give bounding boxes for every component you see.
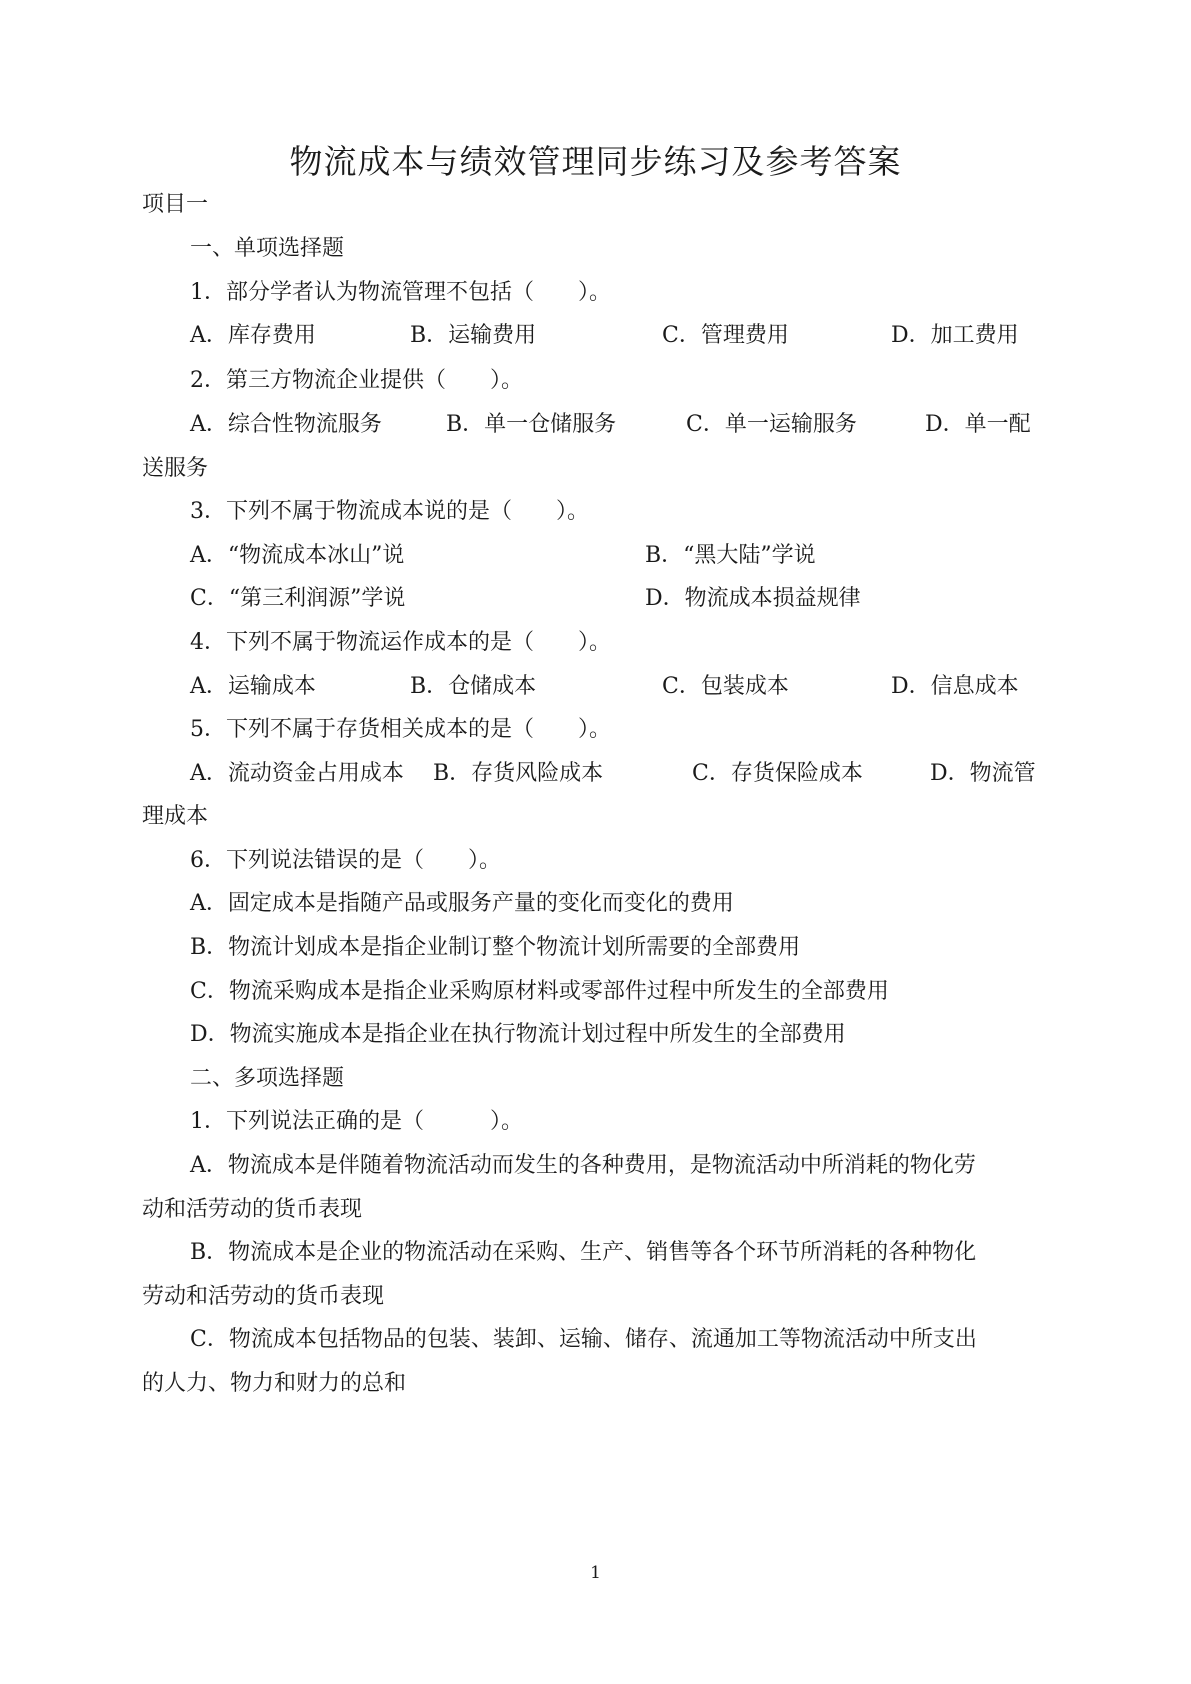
option-b: B．物流成本是企业的物流活动在采购、生产、销售等各个环节所消耗的各种物化	[190, 1240, 977, 1265]
question-stem: 1．部分学者认为物流管理不包括（ ）。	[190, 280, 611, 305]
option-a-continuation: 动和活劳动的货币表现	[142, 1197, 363, 1222]
option-d: D．信息成本	[891, 674, 1019, 699]
question-stem: 2．第三方物流企业提供（ ）。	[190, 368, 523, 393]
option-d: D．加工费用	[891, 323, 1019, 348]
option-b: B．“黑大陆”学说	[645, 543, 816, 568]
section-heading-single-choice: 一、单项选择题	[190, 236, 345, 261]
project-label: 项目一	[142, 192, 209, 217]
option-c: C．单一运输服务	[686, 412, 857, 437]
option-d: D．单一配	[925, 412, 1031, 437]
option-c: C．物流采购成本是指企业采购原材料或零部件过程中所发生的全部费用	[190, 979, 889, 1004]
option-c: C．包装成本	[662, 674, 789, 699]
option-a: A．流动资金占用成本	[190, 761, 404, 786]
option-d: D．物流管	[930, 761, 1036, 786]
option-a: A．运输成本	[190, 674, 316, 699]
option-b: B．运输费用	[410, 323, 537, 348]
option-a: A．“物流成本冰山”说	[190, 543, 405, 568]
option-d-continuation: 送服务	[142, 456, 209, 481]
option-a: A．物流成本是伴随着物流活动而发生的各种费用，是物流活动中所消耗的物化劳	[190, 1153, 976, 1178]
option-b: B．存货风险成本	[433, 761, 604, 786]
option-c: C．存货保险成本	[692, 761, 863, 786]
option-b: B．物流计划成本是指企业制订整个物流计划所需要的全部费用	[190, 935, 801, 960]
option-a: A．固定成本是指随产品或服务产量的变化而变化的费用	[190, 891, 734, 916]
option-d: D．物流实施成本是指企业在执行物流计划过程中所发生的全部费用	[190, 1022, 846, 1047]
question-stem: 1．下列说法正确的是（ ）。	[190, 1109, 523, 1134]
page-number: 1	[590, 1563, 601, 1583]
option-b: B．仓储成本	[410, 674, 537, 699]
question-stem: 4．下列不属于物流运作成本的是（ ）。	[190, 630, 611, 655]
question-stem: 5．下列不属于存货相关成本的是（ ）。	[190, 717, 611, 742]
option-b-continuation: 劳动和活劳动的货币表现	[142, 1284, 385, 1309]
option-b: B．单一仓储服务	[446, 412, 617, 437]
question-stem: 3．下列不属于物流成本说的是（ ）。	[190, 499, 589, 524]
option-a: A．综合性物流服务	[190, 412, 382, 437]
option-c: C．管理费用	[662, 323, 789, 348]
option-a: A．库存费用	[190, 323, 316, 348]
option-d: D．物流成本损益规律	[645, 586, 861, 611]
question-stem: 6．下列说法错误的是（ ）。	[190, 848, 501, 873]
section-heading-multiple-choice: 二、多项选择题	[190, 1066, 345, 1091]
option-c-continuation: 的人力、物力和财力的总和	[142, 1371, 407, 1396]
document-title: 物流成本与绩效管理同步练习及参考答案	[289, 142, 902, 181]
option-d-continuation: 理成本	[142, 804, 209, 829]
option-c: C．物流成本包括物品的包装、装卸、运输、储存、流通加工等物流活动中所支出	[190, 1327, 977, 1352]
option-c: C．“第三利润源”学说	[190, 586, 406, 611]
